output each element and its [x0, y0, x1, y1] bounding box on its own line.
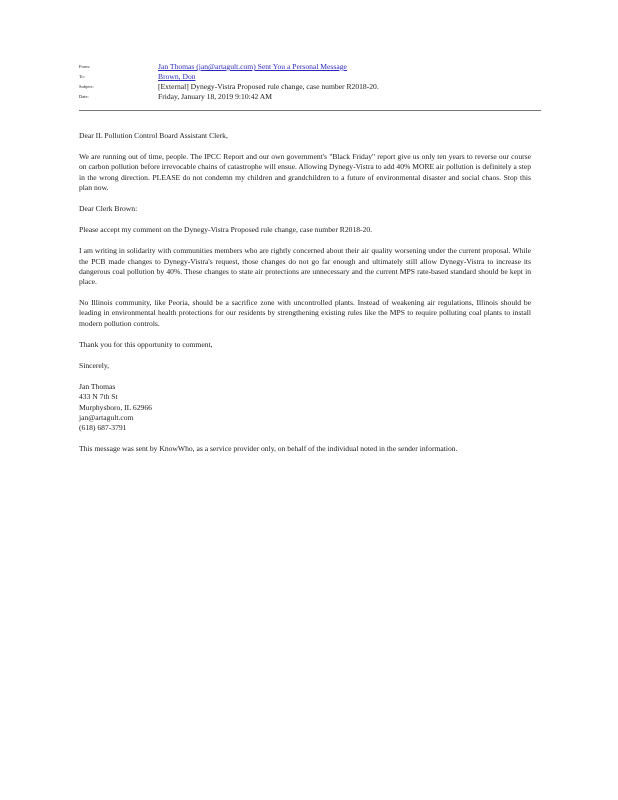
signature-block	[79, 382, 531, 433]
paragraph-3: I am writing in solidarity with communities members who are rightly concerned about their air quality worsening under the current proposal. While the PCB made changes to Dynegy-Vistra's request, those changes do not go far enough and ultimately still allow Dynegy-Vistra to increase its dangerous coal pollution by 40%. These changes to state air protections are unnecessary and the current MPS rate-based standard should be kept in place.	[79, 246, 531, 287]
subject-value: [External] Dynegy-Vistra Proposed rule change, case number R2018-20.	[158, 82, 379, 91]
signature-name: Jan Thomas	[79, 382, 116, 392]
paragraph-2: Please accept my comment on the Dynegy-Vistra Proposed rule change, case number R2018-20.	[79, 225, 373, 235]
paragraph-4: No Illinois community, like Peoria, should be a sacrifice zone with uncontrolled plants. Instead of weakening air regulations, Illinois should be leading in environmental health protections for our residents by strengthening existing rules like the MPS to require polluting coal plants to install modern pollution controls.	[79, 298, 531, 328]
signature-email: jan@artagult.com	[79, 412, 134, 422]
to-label: To:	[79, 74, 85, 79]
subject-label: Subject:	[79, 84, 94, 89]
to-row	[79, 72, 541, 82]
salutation-1: Dear IL Pollution Control Board Assistant Clerk,	[79, 131, 228, 140]
header-divider	[79, 110, 541, 111]
date-label: Date:	[79, 94, 89, 99]
footer-note: This message was sent by KnowWho, as a service provider only, on behalf of the individual noted in the sender information.	[79, 444, 458, 454]
from-row	[79, 62, 541, 72]
from-value-link[interactable]: Jan Thomas (jan@artagult.com) Sent You a Personal Message	[158, 62, 347, 71]
from-label: From:	[79, 64, 91, 69]
date-row	[79, 92, 541, 102]
spacer	[79, 433, 531, 444]
to-value-link[interactable]: Brown, Don	[158, 72, 196, 81]
thanks-line: Thank you for this opportunity to comment,	[79, 339, 213, 349]
date-value: Friday, January 18, 2019 9:10:42 AM	[158, 92, 273, 101]
signature-city: Murphysboro, IL 62966	[79, 402, 152, 412]
paragraph-1: We are running out of time, people. The IPCC Report and our own government's "Black Friday" report give us only ten years to reverse our course on carbon pollution before irrevocable chains of catastrophe will ensue. Allowing Dynegy-Vistra to add 40% MORE air pollution is definitely a step in the wrong direction. PLEASE do not condemn my children and grandchildren to a future of environmental disaster and social chaos. Stop this plan now.	[79, 152, 531, 192]
subject-row	[79, 82, 541, 92]
closing-line: Sincerely,	[79, 361, 110, 371]
signature-phone: (618) 687-3791	[79, 423, 127, 433]
salutation-2: Dear Clerk Brown:	[79, 204, 138, 214]
email-header	[79, 62, 541, 102]
email-body	[79, 131, 531, 465]
signature-street: 433 N 7th St	[79, 392, 118, 402]
